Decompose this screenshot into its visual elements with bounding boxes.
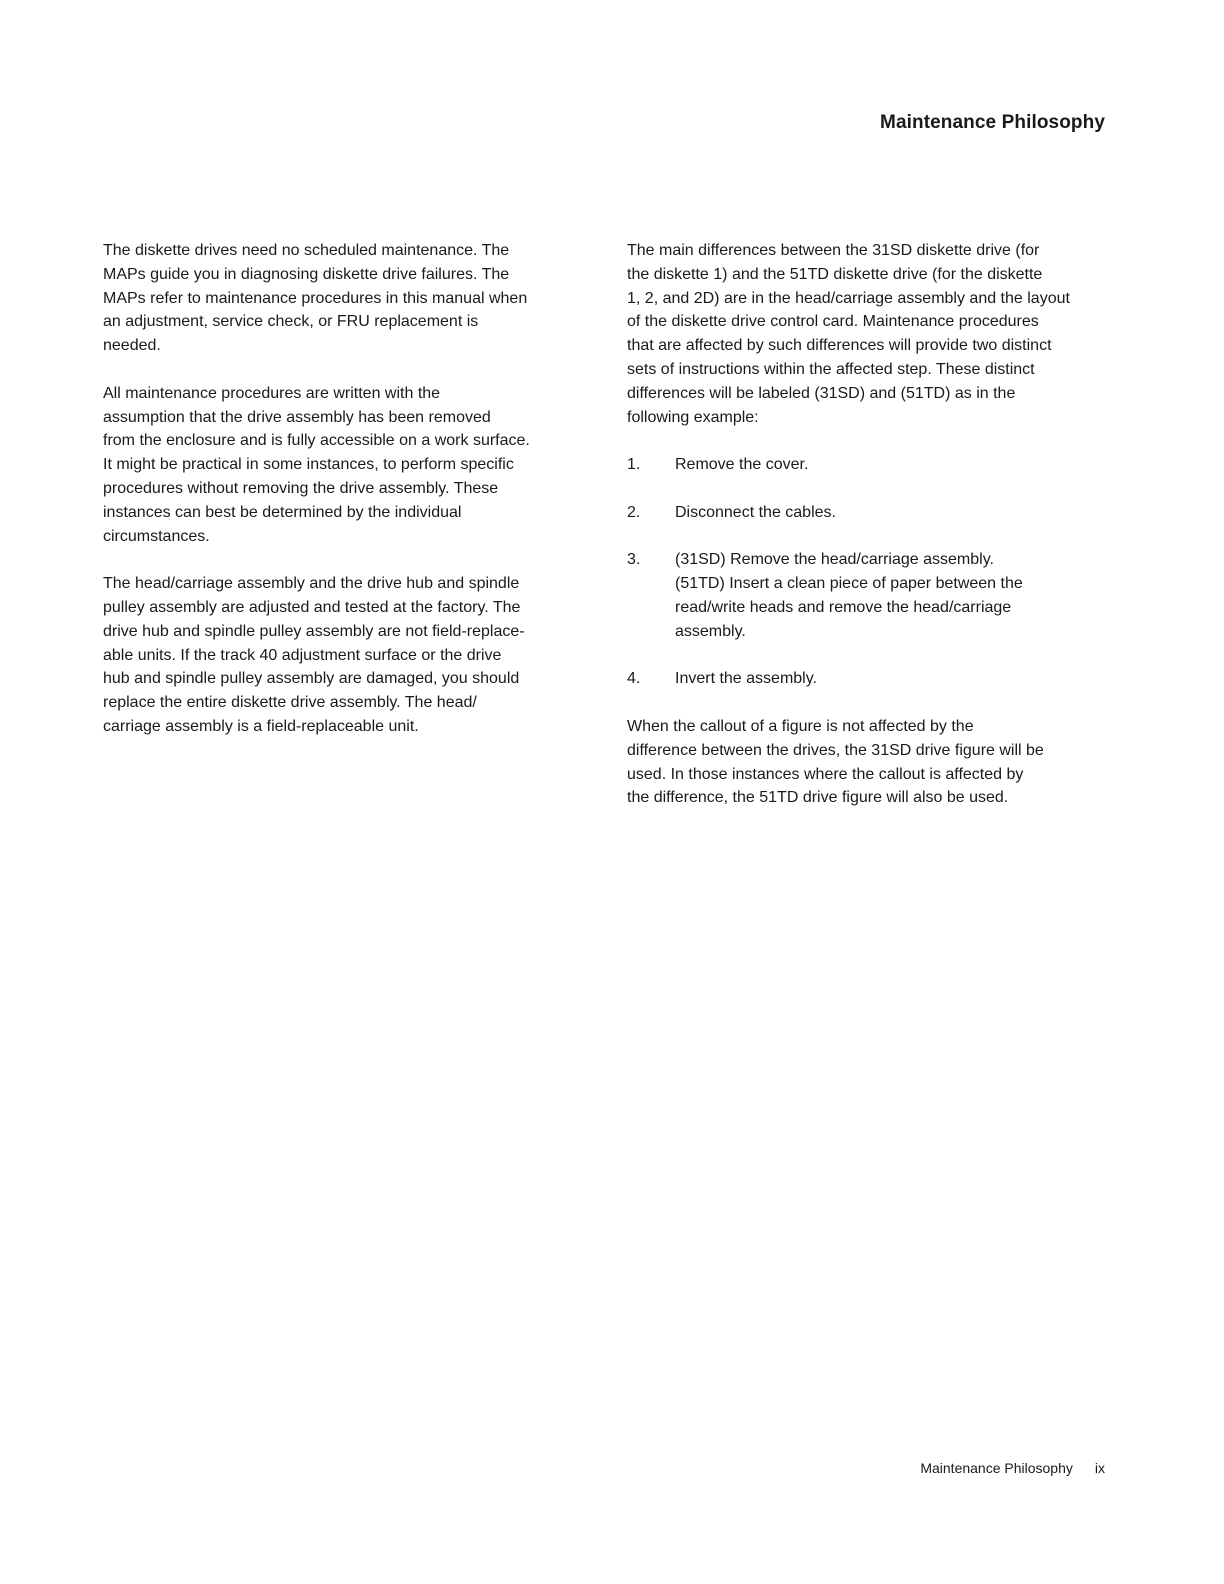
text-line: hub and spindle pulley assembly are damaged, you should bbox=[103, 670, 520, 688]
step-number: 1. bbox=[627, 456, 641, 474]
text-line: the diskette 1) and the 51TD diskette drive (for the diskette bbox=[627, 265, 1043, 283]
text-line: The main differences between the 31SD diskette drive (for bbox=[627, 242, 1040, 259]
paragraph-figure-callouts bbox=[627, 715, 1132, 810]
step-text: Remove the cover. bbox=[675, 456, 809, 474]
text-line: an adjustment, service check, or FRU replacement is bbox=[103, 313, 479, 331]
page-footer bbox=[920, 1460, 1105, 1476]
step-item bbox=[627, 453, 1132, 477]
text-line: of the diskette drive control card. Maintenance procedures bbox=[627, 313, 1039, 331]
text-line: assumption that the drive assembly has been removed bbox=[103, 408, 491, 426]
paragraph-scheduled-maintenance bbox=[103, 239, 588, 358]
text-line: differences will be labeled (31SD) and (51TD) as in the bbox=[627, 384, 1016, 402]
page-number: ix bbox=[1094, 1460, 1105, 1476]
text-line: needed. bbox=[103, 337, 161, 355]
step-number: 4. bbox=[627, 670, 641, 688]
paragraph-factory-adjustment bbox=[103, 572, 588, 739]
paragraph-drive-differences bbox=[627, 239, 1132, 429]
text-line: MAPs refer to maintenance procedures in this manual when bbox=[103, 289, 528, 307]
text-line: used. In those instances where the callout is affected by bbox=[627, 765, 1024, 783]
example-steps-list bbox=[627, 453, 1132, 691]
text-line: procedures without removing the drive assembly. These bbox=[103, 479, 499, 497]
paragraph-procedures-assumption bbox=[103, 382, 588, 549]
text-line: The diskette drives need no scheduled maintenance. The bbox=[103, 242, 510, 259]
step-item bbox=[627, 667, 1132, 691]
step-text: read/write heads and remove the head/carriage bbox=[675, 598, 1012, 616]
text-line: The head/carriage assembly and the drive hub and spindle bbox=[103, 575, 520, 593]
step-number: 3. bbox=[627, 551, 641, 569]
text-line: following example: bbox=[627, 408, 759, 426]
step-number: 2. bbox=[627, 503, 641, 521]
step-text: Disconnect the cables. bbox=[675, 503, 836, 521]
text-line: able units. If the track 40 adjustment surface or the drive bbox=[103, 646, 502, 664]
text-line: MAPs guide you in diagnosing diskette drive failures. The bbox=[103, 265, 510, 283]
step-text: (51TD) Insert a clean piece of paper between the bbox=[675, 575, 1023, 593]
text-line: sets of instructions within the affected step. These distinct bbox=[627, 360, 1035, 378]
text-line: All maintenance procedures are written with the bbox=[103, 384, 441, 402]
step-item bbox=[627, 501, 1132, 525]
footer-section-title: Maintenance Philosophy bbox=[920, 1460, 1073, 1476]
step-text: Invert the assembly. bbox=[675, 670, 817, 688]
text-line: instances can best be determined by the individual bbox=[103, 503, 462, 521]
text-line: pulley assembly are adjusted and tested at the factory. The bbox=[103, 598, 521, 616]
page-title: Maintenance Philosophy bbox=[880, 112, 1105, 133]
step-text: assembly. bbox=[675, 622, 746, 640]
step-text: (31SD) Remove the head/carriage assembly. bbox=[675, 551, 994, 569]
text-line: It might be practical in some instances, to perform specific bbox=[103, 456, 514, 474]
text-line: the difference, the 51TD drive figure will also be used. bbox=[627, 789, 1009, 807]
right-column bbox=[627, 239, 1132, 834]
text-line: drive hub and spindle pulley assembly are not field-replace- bbox=[103, 622, 525, 640]
text-line: from the enclosure and is fully accessible on a work surface. bbox=[103, 432, 530, 450]
text-line: 1, 2, and 2D) are in the head/carriage assembly and the layout bbox=[627, 289, 1070, 307]
text-line: circumstances. bbox=[103, 527, 210, 545]
text-line: difference between the drives, the 31SD drive figure will be bbox=[627, 741, 1044, 759]
text-line: carriage assembly is a field-replaceable unit. bbox=[103, 717, 419, 735]
text-line: that are affected by such differences will provide two distinct bbox=[627, 337, 1052, 355]
step-item bbox=[627, 548, 1132, 643]
left-column bbox=[103, 239, 588, 763]
text-line: When the callout of a figure is not affected by the bbox=[627, 717, 974, 735]
text-line: replace the entire diskette drive assembly. The head/ bbox=[103, 694, 477, 712]
